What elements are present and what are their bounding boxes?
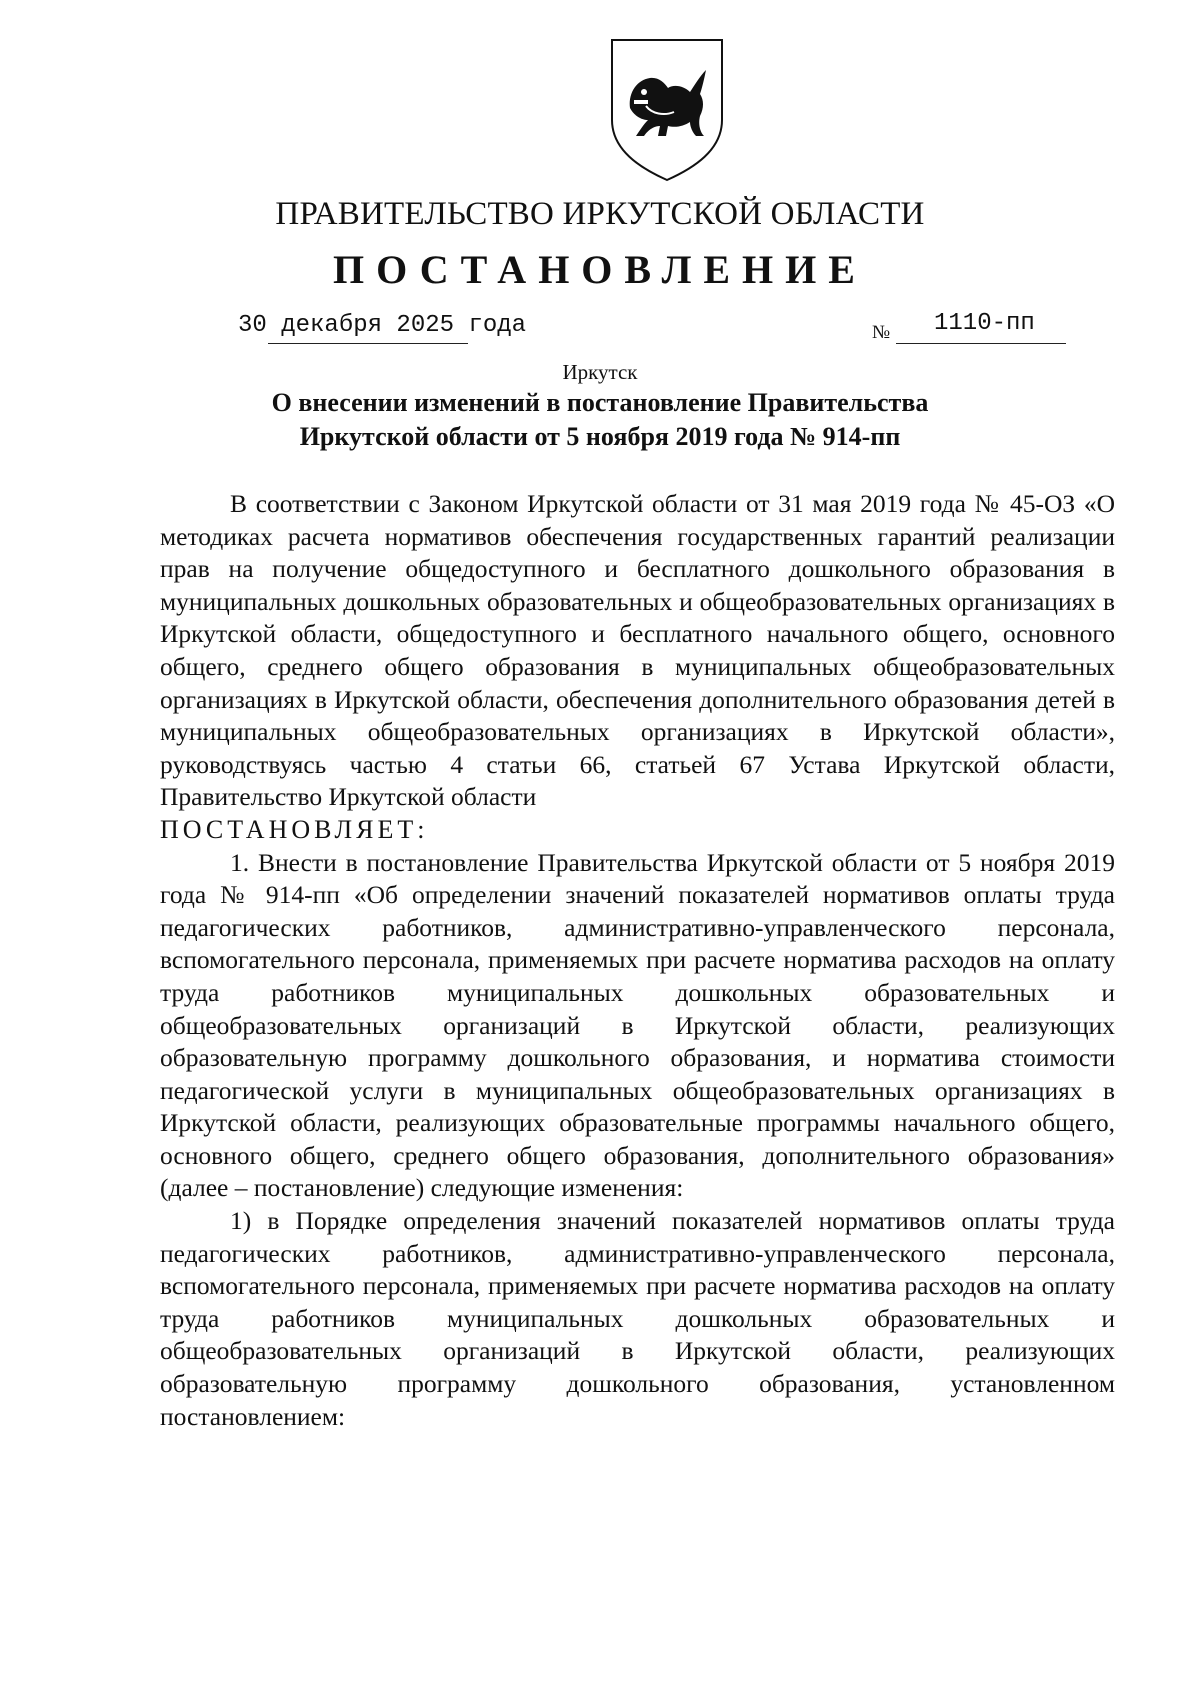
number-sign: № — [872, 322, 891, 343]
document-body — [160, 488, 1115, 1433]
coat-of-arms-icon — [608, 36, 726, 184]
item-1-1-paragraph: 1) в Порядке определения значений показателей нормативов оплаты труда педагогических работников, административно-управленческого персонала, вспомогательного персонала, применяемых при расчете норматива расходов на оплату труда работников муниципальных дошкольных образовательных и общеобразовательных организаций в Иркутской области, реализующих образовательную программу дошкольного образования, установленном постановлением: — [160, 1206, 1115, 1431]
date-underline — [268, 343, 468, 344]
decree-word: ПОСТАНОВЛЯЕТ: — [160, 814, 429, 844]
city-name: Иркутск — [562, 360, 638, 384]
document-type-title: ПОСТАНОВЛЕНИЕ — [333, 247, 867, 292]
number-underline — [896, 343, 1066, 344]
item-1-paragraph: 1. Внести в постановление Правительства Иркутской области от 5 ноября 2019 года № 914-пп «Об определении значений показателей нормативов оплаты труда педагогических работников, административно-управленческого персонала, вспомогательного персонала, применяемых при расчете норматива расходов на оплату труда работников муниципальных дошкольных образовательных и общеобразовательных организаций в Иркутской области, реализующих образовательную программу дошкольного образования, и норматива стоимости педагогической услуги в муниципальных общеобразовательных организациях в Иркутской области, реализующих образовательные программы начального общего, основного общего, среднего общего образования, дополнительного образования» (далее – постановление) следующие изменения: — [160, 847, 1115, 1203]
document-date: 30 декабря 2025 года — [238, 312, 527, 339]
preamble-paragraph: В соответствии с Законом Иркутской области от 31 мая 2019 года № 45-ОЗ «О методиках расчета нормативов обеспечения государственных гарантий реализации прав на получение общедоступного и бесплатного дошкольного образования в муниципальных дошкольных образовательных и общеобразовательных организациях в Иркутской области, общедоступного и бесплатного начального общего, основного общего, среднего общего образования в муниципальных общеобразовательных организациях в Иркутской области, обеспечения дополнительного образования детей в муниципальных общеобразовательных организациях в Иркутской области», руководствуясь частью 4 статьи 66, статьей 67 Устава Иркутской области, Правительство Иркутской области — [160, 489, 1115, 812]
document-number: 1110-пп — [934, 310, 1035, 337]
document-subject: О внесении изменений в постановление Правительства Иркутской области от 5 ноября 2019 года № 914-пп — [271, 388, 929, 451]
organization-name: ПРАВИТЕЛЬСТВО ИРКУТСКОЙ ОБЛАСТИ — [275, 196, 925, 232]
